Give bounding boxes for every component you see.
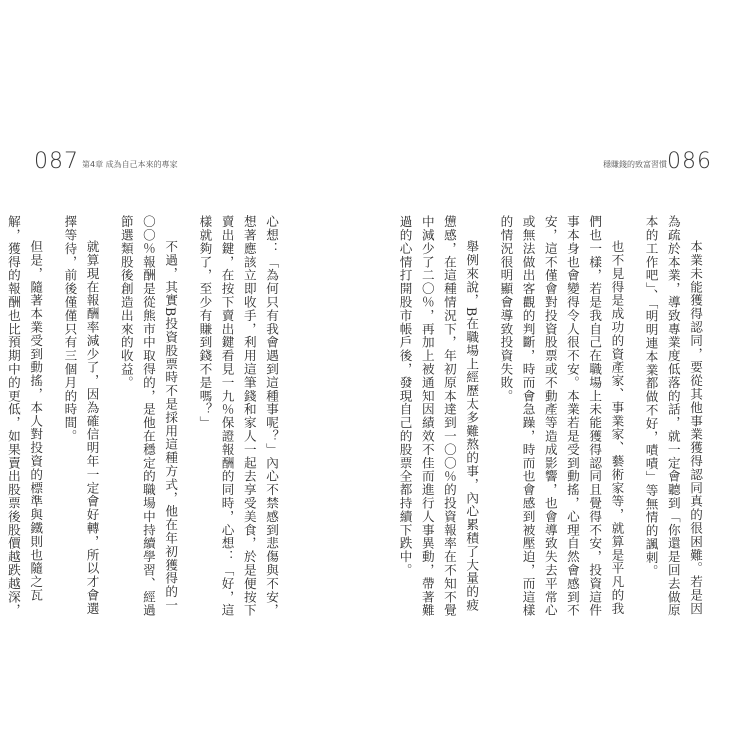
paragraph: 就算現在報酬率減少了，因為確信明年一定會好轉，所以才會選擇等待，前後僅僅只有三個月的時間。 bbox=[62, 215, 100, 616]
paragraph: 也不見得是成功的資產家、事業家、藝術家等，就算是平凡的我們也一樣，若是我自己在職場上未能獲得認同且覺得不安，投資這件事本身也會變得令人很不安。本業若是受到動搖，心理自然會感到不安，這不僅會對投資股票或不動產等造成影響，也會導致失去平常心或無法做出客觀的判斷，時而會急躁，時而也會感到被壓迫，而這樣的情況很明顯會導致投資失敗。 bbox=[498, 215, 625, 617]
body-text bbox=[5, 215, 282, 625]
page-number: 086 bbox=[667, 149, 712, 174]
right-page bbox=[375, 0, 750, 750]
paragraph: 但是，隨著本業受到動搖，本人對投資的標準與鐵則也隨之瓦解，獲得的報酬也比預期中的更低，如果賣出股票後股價越跌越深， bbox=[5, 215, 44, 617]
running-title: 穩賺錢的致富習慣 bbox=[603, 160, 667, 169]
paragraph: 心想：「為何只有我會遇到這種事呢？」內心不禁感到悲傷與不安，想著應該立即收手，利用這筆錢和家人一起去享受美食，於是便按下賣出鍵，在按下賣出鍵看見一九％保證報酬的同時，心想：「好，這樣就夠了，至少有賺到錢不是嗎？」 bbox=[197, 215, 279, 617]
page-number: 087 bbox=[34, 149, 79, 174]
paragraph: 本業未能獲得認同，要從其他事業獲得認同真的很困難。若是因為疏於本業，導致專業度低落的話，就一定會聽到「你還是回去做原本的工作吧」、「明明連本業都做不好，嘖嘖」等無情的諷刺。 bbox=[643, 215, 703, 617]
paragraph: 舉例來說，B在職場上經歷太多難熬的事，內心累積了大量的疲憊感，在這種情況下，年初原本達到一〇〇％的投資報率在不知不覺中減少了二〇％，再加上被通知因績效不佳而進行人事異動，帶著難過的心情打開股市帳戶後，發現自己的股票全都持續下跌中。 bbox=[397, 215, 480, 617]
paragraph: 不過，其實B投資股票時不是採用這種方式，他在年初獲得的一〇〇％報酬是從熊市中取得的，是他在穩定的職場中持續學習、經過節選類股後創造出來的收益。 bbox=[118, 215, 179, 617]
body-text bbox=[397, 215, 706, 625]
running-title: 第4章 成為自己本來的專家 bbox=[82, 160, 178, 169]
